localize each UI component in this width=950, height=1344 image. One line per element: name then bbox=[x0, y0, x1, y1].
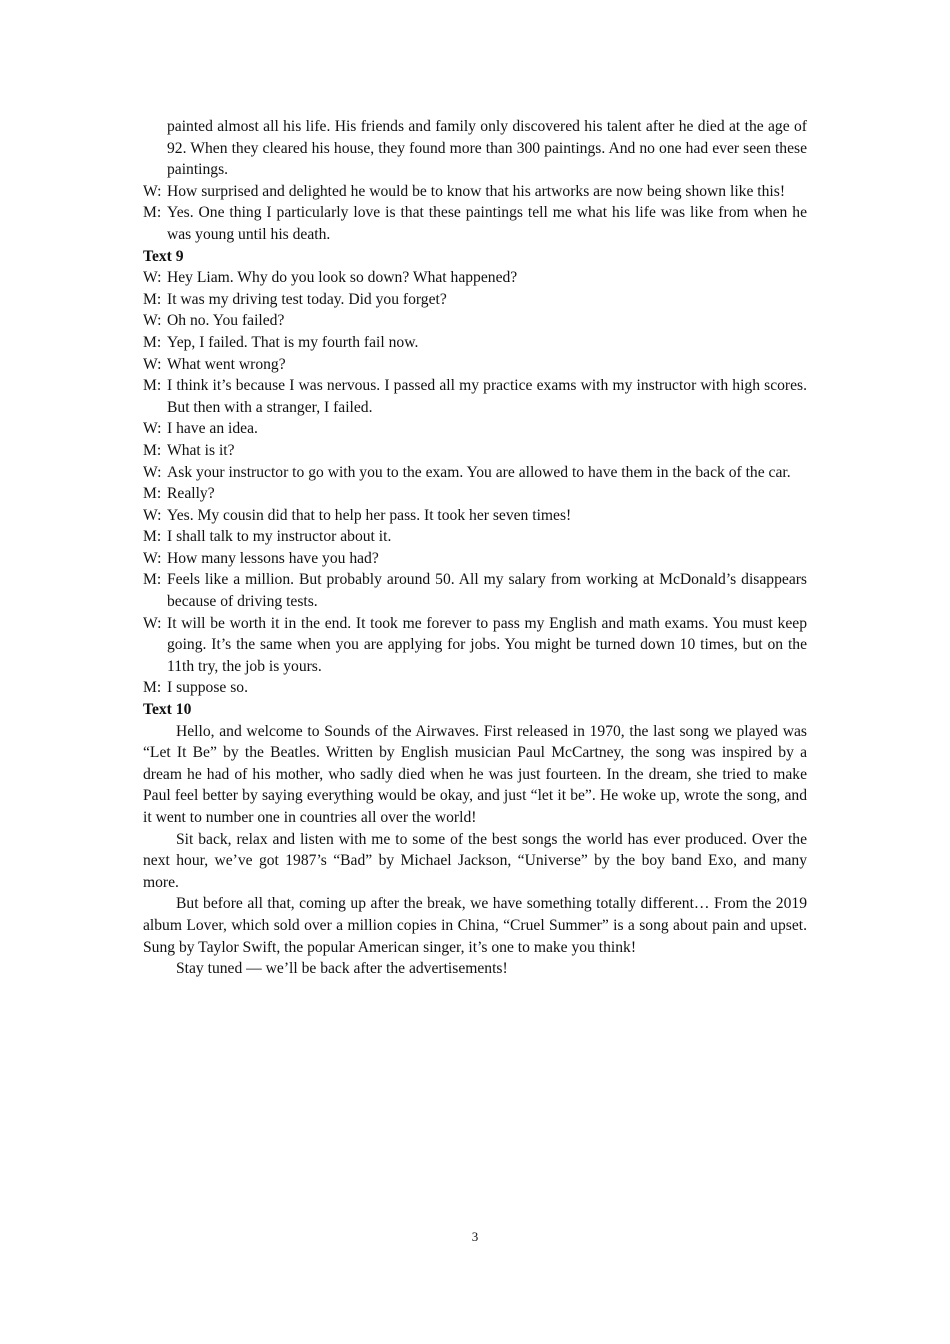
dialogue-line bbox=[143, 418, 807, 440]
speaker-label: M: bbox=[143, 290, 162, 308]
dialogue-line bbox=[143, 483, 807, 505]
speaker-label: M: bbox=[143, 571, 162, 589]
speaker-label: M: bbox=[143, 204, 162, 222]
dialogue-text: I have an idea. bbox=[167, 420, 258, 438]
dialogue-line bbox=[143, 569, 807, 612]
dialogue-line bbox=[143, 310, 807, 332]
speaker-label: W: bbox=[143, 269, 162, 287]
dialogue-text: I think it’s because I was nervous. I passed all my practice exams with my instructor with high scores. But then with a stranger, I failed. bbox=[167, 377, 807, 416]
section-heading-text9: Text 9 bbox=[143, 247, 184, 265]
text8-tail bbox=[143, 181, 807, 246]
monologue-paragraph: But before all that, coming up after the break, we have something totally different… From the 2019 album Lover, which sold over a million copies in China, “Cruel Summer” is a song about pain and upset. Sung by Taylor Swift, the popular American singer, it’s one to make you think! bbox=[143, 895, 807, 956]
dialogue-text: How surprised and delighted he would be to know that his artworks are now being shown like this! bbox=[167, 182, 786, 200]
dialogue-text: Hey Liam. Why do you look so down? What happened? bbox=[167, 269, 518, 287]
speaker-label: W: bbox=[143, 614, 162, 632]
dialogue-line bbox=[143, 526, 807, 548]
dialogue-text: Yes. One thing I particularly love is that these paintings tell me what his life was like from when he was young until his death. bbox=[167, 204, 807, 243]
speaker-label: W: bbox=[143, 463, 162, 481]
speaker-label: W: bbox=[143, 549, 162, 567]
dialogue-text: What is it? bbox=[167, 441, 235, 459]
dialogue-line bbox=[143, 375, 807, 418]
dialogue-text: Yep, I failed. That is my fourth fail now. bbox=[167, 333, 419, 351]
dialogue-line bbox=[143, 548, 807, 570]
dialogue-text: It was my driving test today. Did you forget? bbox=[167, 290, 447, 308]
speaker-label: M: bbox=[143, 333, 162, 351]
dialogue-line bbox=[143, 462, 807, 484]
speaker-label: M: bbox=[143, 441, 162, 459]
dialogue-line bbox=[143, 613, 807, 678]
dialogue-text: How many lessons have you had? bbox=[167, 549, 379, 567]
dialogue-text: Feels like a million. But probably around 50. All my salary from working at McDonald’s disappears because of driving tests. bbox=[167, 571, 807, 611]
section-heading-text10: Text 10 bbox=[143, 701, 192, 719]
dialogue-text: It will be worth it in the end. It took me forever to pass my English and math exams. You must keep going. It’s the same when you are applying for jobs. You might be turned down 10 times, but on the 11th try, the job is yours. bbox=[167, 614, 807, 675]
continued-paragraph: painted almost all his life. His friends and family only discovered his talent after he died at the age of 92. When they cleared his house, they found more than 300 paintings. And no one had ever seen these paintings. bbox=[167, 118, 807, 179]
dialogue-line bbox=[143, 440, 807, 462]
speaker-label: M: bbox=[143, 485, 162, 503]
monologue-paragraph: Sit back, relax and listen with me to some of the best songs the world has ever produced. Over the next hour, we’ve got 1987’s “Bad” by Michael Jackson, “Universe” by the boy band Exo, and many more. bbox=[143, 830, 807, 891]
monologue-paragraph: Stay tuned — we’ll be back after the advertisements! bbox=[176, 960, 508, 978]
dialogue-text: Yes. My cousin did that to help her pass. It took her seven times! bbox=[167, 506, 572, 524]
dialogue-line bbox=[143, 181, 807, 203]
speaker-label: M: bbox=[143, 679, 162, 697]
speaker-label: W: bbox=[143, 312, 162, 330]
dialogue-line bbox=[143, 677, 807, 699]
dialogue-line bbox=[143, 505, 807, 527]
dialogue-line bbox=[143, 202, 807, 245]
dialogue-text: Really? bbox=[167, 485, 215, 503]
transcript-body bbox=[143, 116, 807, 980]
text10-monologue bbox=[143, 721, 807, 980]
dialogue-text: I suppose so. bbox=[167, 679, 248, 697]
dialogue-line bbox=[143, 289, 807, 311]
speaker-label: M: bbox=[143, 377, 162, 395]
dialogue-text: Ask your instructor to go with you to the exam. You are allowed to have them in the back of the car. bbox=[167, 463, 791, 481]
dialogue-line bbox=[143, 332, 807, 354]
dialogue-line bbox=[143, 354, 807, 376]
text9-dialogue bbox=[143, 267, 807, 699]
dialogue-text: Oh no. You failed? bbox=[167, 312, 285, 330]
monologue-paragraph: Hello, and welcome to Sounds of the Airwaves. First released in 1970, the last song we played was “Let It Be” by the Beatles. Written by English musician Paul McCartney, the song was inspired by a dream he had of his mother, who sadly died when he was just fourteen. In the dream, she tried to make Paul feel better by saying everything would be okay, and just “let it be”. He woke up, wrote the song, and it went to number one in countries all over the world! bbox=[143, 722, 807, 826]
speaker-label: W: bbox=[143, 506, 162, 524]
speaker-label: M: bbox=[143, 528, 162, 546]
page-number: 3 bbox=[471, 1229, 479, 1244]
dialogue-text: What went wrong? bbox=[167, 355, 286, 373]
speaker-label: W: bbox=[143, 182, 162, 200]
speaker-label: W: bbox=[143, 420, 162, 438]
dialogue-text: I shall talk to my instructor about it. bbox=[167, 528, 392, 546]
dialogue-line bbox=[143, 267, 807, 289]
speaker-label: W: bbox=[143, 355, 162, 373]
